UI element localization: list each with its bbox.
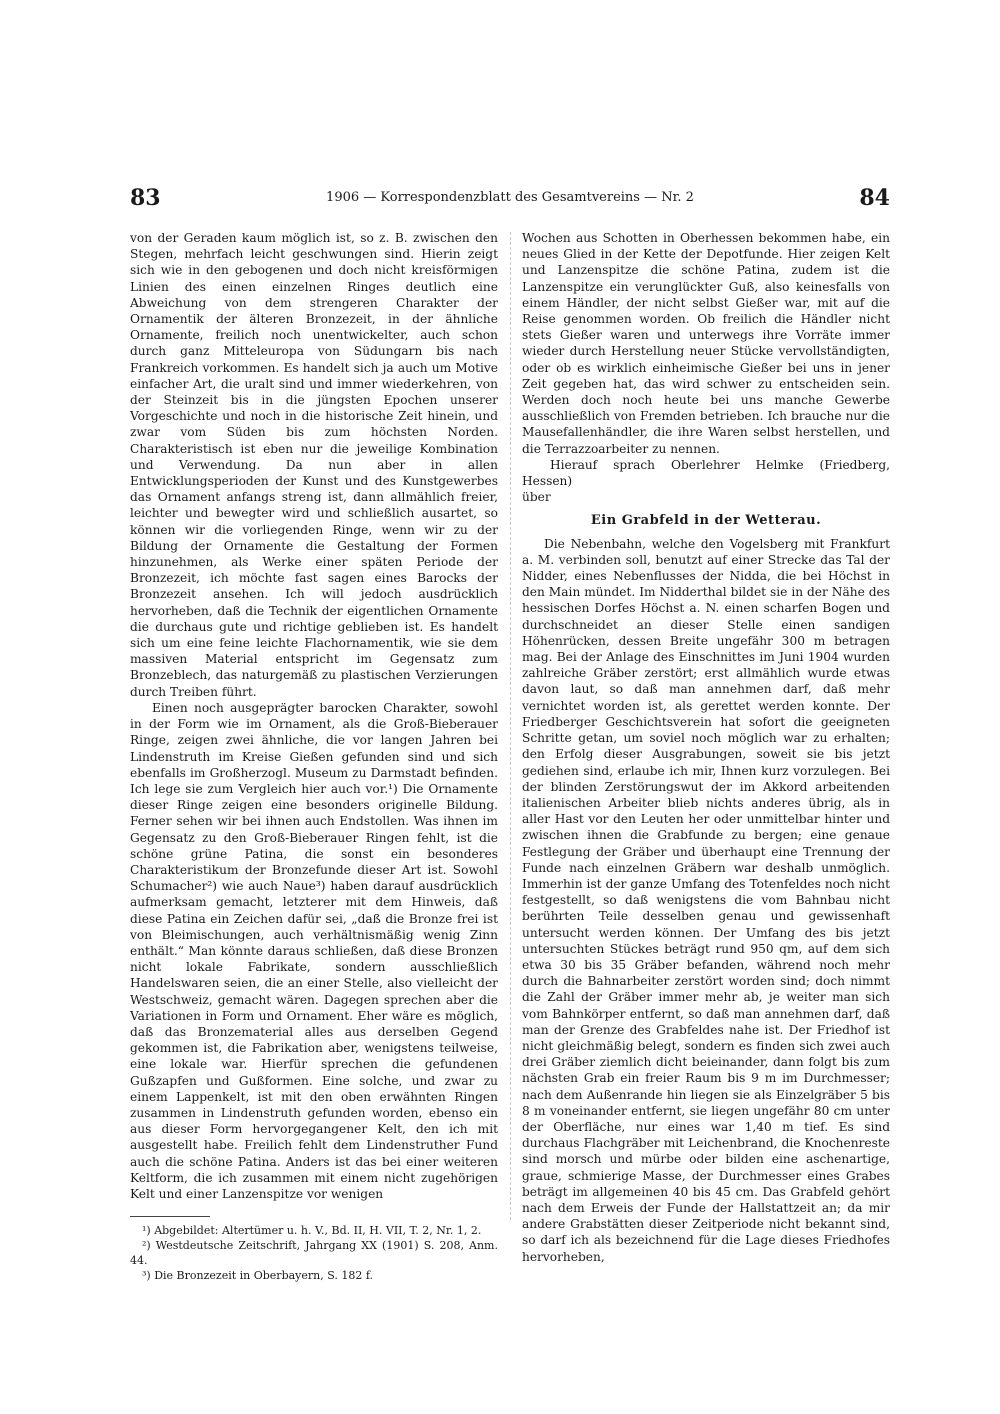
lecture-intro: Hierauf sprach Oberlehrer Helmke (Friedberg, Hessen) (522, 457, 890, 489)
left-paragraph-1: von der Geraden kaum möglich ist, so z. B. zwischen den Stegen, mehrfach leicht geschwungen sind. Hierin zeigt sich wie in den gebogenen und doch nicht kreisförmigen Linien des einen einzelnen Ringes deutlich eine Abweichung von dem strengeren Charakter der Ornamentik der älteren Bronzezeit, in der ähnliche Ornamente, freilich noch unentwickelter, auch schon durch ganz Mitteleuropa von Südungarn bis nach Frankreich vorkommen. Es handelt sich ja auch um Motive einfacher Art, die uralt sind und immer wiederkehren, von der Steinzeit bis in die jüngsten Epochen unserer Vorgeschichte und noch in die historische Zeit hinein, und zwar vom Süden bis zum höchsten Norden. Charakteristisch ist eben nur die jeweilige Kombination und Verwendung. Da nun aber in allen Entwicklungsperioden der Kunst und des Kunstgewerbes das Ornament anfangs streng ist, dann allmählich freier, leichter und bewegter wird und schließlich ausartet, so können wir die vorliegenden Ringe, wenn wir zu der Bildung der Ornamente die Gestaltung der Formen hinzunehmen, als Werke einer späten Periode der Bronzezeit, ich möchte fast sagen eines Barocks der Bronzezeit ansehen. Ich will jedoch ausdrücklich hervorheben, daß die Technik der eigentlichen Ornamente die durchaus gute und richtige geblieben ist. Es handelt sich um eine feine leichte Flachornamentik, wie sie dem massiven Material entspricht im Gegensatz zum Bronzeblech, das naturgemäß zu plastischen Verzierungen durch Treiben führt. (130, 231, 498, 699)
right-column (522, 230, 890, 1265)
left-column (130, 230, 498, 1283)
lecture-intro-tail: über (522, 490, 551, 505)
running-title: 1906 — Korrespondenzblatt des Gesamtvereins — Nr. 2 (326, 190, 694, 205)
page-header (130, 186, 890, 210)
footnote-3: ³) Die Bronzezeit in Oberbayern, S. 182 f. (142, 1269, 374, 1283)
right-paragraph-1: Wochen aus Schotten in Oberhessen bekommen habe, ein neues Glied in der Kette der Depotfunde. Hier zeigen Kelt und Lanzenspitze die schöne Patina, zudem ist die Lanzenspitze ein verunglückter Guß, also keinesfalls von einem Händler, der nicht selbst Gießer war, mit auf die Reise genommen worden. Ob freilich die Händler nicht stets Gießer waren und unterwegs ihre Vorräte immer wieder durch Herstellung neuer Stücke vervollständigten, oder ob es wirklich einheimische Gießer bei uns in jener Zeit gegeben hat, das wird schwer zu entscheiden sein. Werden doch noch heute bei uns manche Gewerbe ausschließlich von Fremden betrieben. Ich brauche nur die Mausefallenhändler, die ihre Waren selbst herstellen, und die Terrazzoarbeiter zu nennen. (522, 231, 890, 456)
column-divider (510, 232, 511, 1220)
footnote-rule (130, 1216, 210, 1217)
page-number-left: 83 (130, 185, 161, 211)
footnote-1: ¹) Abgebildet: Altertümer u. h. V., Bd. II, H. VII, T. 2, Nr. 1, 2. (142, 1224, 482, 1238)
section-title: Ein Grabfeld in der Wetterau. (590, 513, 822, 529)
footnote-2: ²) Westdeutsche Zeitschrift, Jahrgang XX (1901) S. 208, Anm. 44. (130, 1239, 498, 1268)
right-paragraph-2: Die Nebenbahn, welche den Vogelsberg mit Frankfurt a. M. verbinden soll, benutzt auf einer Strecke das Tal der Nidder, eines Nebenflusses der Nidda, die bei Höchst in den Main mündet. Im Nidderthal bildet sie in der Nähe des hessischen Dorfes Höchst a. N. einen scharfen Bogen und durchschneidet an dieser Stelle einen sandigen Höhenrücken, dessen Breite ungefähr 300 m betragen mag. Bei der Anlage des Einschnittes im Juni 1904 wurden zahlreiche Gräber zerstört; erst allmählich wurde etwas davon laut, so daß man annehmen darf, daß mehr vernichtet worden ist, als gerettet werden konnte. Der Friedberger Geschichtsverein hat sofort die geeigneten Schritte getan, um soviel noch möglich war zu erhalten; den Erfolg dieser Ausgrabungen, soweit sie bis jetzt gediehen sind, erlaube ich mir, Ihnen kurz vorzulegen. Bei der blinden Zerstörungswut der im Akkord arbeitenden italienischen Arbeiter blieb nichts anderes übrig, als in aller Hast vor den Leuten her oder unmittelbar hinter und zwischen ihnen die Grabfunde zu bergen; eine genaue Festlegung der Gräber und überhaupt eine Trennung der Funde nach einzelnen Gräbern war deshalb unmöglich. Immerhin ist der ganze Umfang des Totenfeldes noch nicht festgestellt, so daß wenigstens die vom Bahnbau nicht berührten Teile desselben genau und gewissenhaft untersucht werden können. Der Umfang des bis jetzt untersuchten Stückes beträgt rund 950 qm, auf dem sich etwa 30 bis 35 Gräber befanden, während noch mehr durch die Bahnarbeiter zerstört worden sind; doch nimmt die Zahl der Gräber immer mehr ab, je weiter man sich vom Bahnkörper entfernt, so daß man annehmen darf, daß man der Grenze des Grabfeldes nahe ist. Der Friedhof ist nicht gleichmäßig belegt, sondern es finden sich zwei auch drei Gräber ziemlich dicht beieinander, dann folgt bis zum nächsten Grab ein freier Raum bis 9 m im Durchmesser; nach dem Außenrande hin liegen sie als Einzelgräber 5 bis 8 m voneinander entfernt, sie liegen ungefähr 80 cm unter der Oberfläche, nur eines war 1,40 m tief. Es sind durchaus Flachgräber mit Leichenbrand, die Knochenreste sind morsch und mürbe oder bilden eine aschenartige, graue, schmierige Masse, der Durchmesser eines Grabes beträgt im allgemeinen 40 bis 45 cm. Das Grabfeld gehört nach dem Erweis der Funde der Hallstattzeit an; da mir andere Grabstätten dieser Zeitperiode nicht bekannt sind, so darf ich als bezeichnend für die Lage dieses Friedhofes hervorheben, (522, 536, 890, 1264)
page-number-right: 84 (859, 185, 890, 211)
left-paragraph-2: Einen noch ausgeprägter barocken Charakter, sowohl in der Form wie im Ornament, als die Groß-Bieberauer Ringe, zeigen zwei ähnliche, die vor langen Jahren bei Lindenstruth im Kreise Gießen gefunden sind und sich ebenfalls im Großherzogl. Museum zu Darmstadt befinden. Ich lege sie zum Vergleich hier auch vor.¹) Die Ornamente dieser Ringe zeigen eine besonders originelle Bildung. Ferner sehen wir bei ihnen auch Endstollen. Was ihnen im Gegensatz zu den Groß-Bieberauer Ringen fehlt, ist die schöne grüne Patina, die sonst ein besonderes Charakteristikum der Bronzefunde dieser Art ist. Sowohl Schumacher²) wie auch Naue³) haben darauf ausdrücklich aufmerksam gemacht, letzterer mit dem Hinweis, daß diese Patina ein Zeichen dafür sei, „daß die Bronze frei ist von Bleimischungen, auch verhältnismäßig wenig Zinn enthält.“ Man könnte daraus schließen, daß diese Bronzen nicht lokale Fabrikate, sondern ausschließlich Handelswaren seien, die an einer Stelle, also vielleicht der Westschweiz, gemacht wären. Dagegen sprechen aber die Variationen in Form und Ornament. Eher wäre es möglich, daß das Bronzematerial alles aus derselben Gegend gekommen ist, die Fabrikation aber, wenigstens teilweise, eine lokale war. Hierfür sprechen die gefundenen Gußzapfen und Gußformen. Eine solche, und zwar zu einem Lappenkelt, ist mit den oben erwähnten Ringen zusammen in Lindenstruth gefunden worden, ebenso ein aus dieser Form hervorgegangener Kelt, den ich mit ausgestellt habe. Freilich fehlt dem Lindenstruther Fund auch die schöne Patina. Anders ist das bei einer weiteren Keltform, die ich zusammen mit einem nicht zugehörigen Kelt und einer Lanzenspitze vor wenigen (130, 700, 498, 1201)
